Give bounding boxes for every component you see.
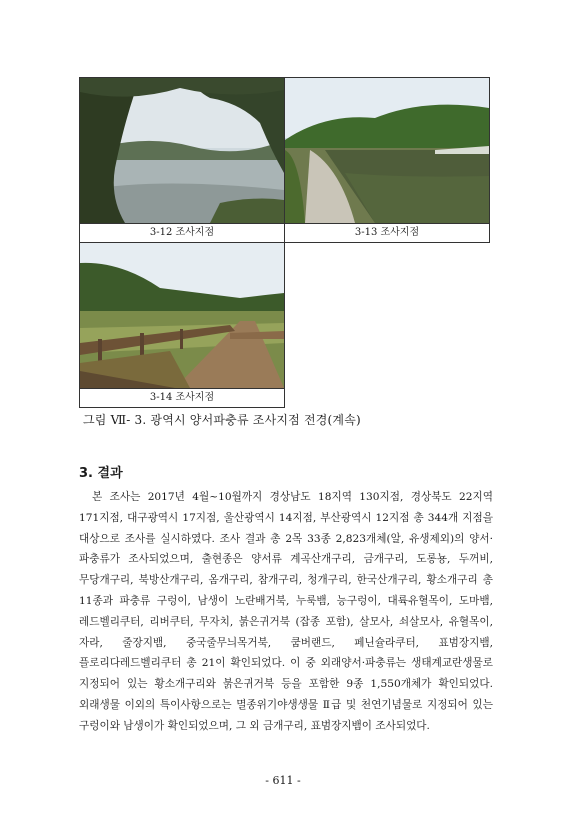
- photo-caption: 3-14 조사지점: [80, 388, 284, 407]
- figure-caption: 그림 Ⅶ- 3. 광역시 양서파충류 조사지점 전경(계속): [83, 413, 361, 427]
- photo-cell-3-14: [80, 243, 285, 408]
- boardwalk-photo-3-14: [80, 243, 284, 388]
- body-paragraph: 본 조사는 2017년 4월~10월까지 경상남도 18지역 130지점, 경상북도 22지역 171지점, 대구광역시 17지점, 울산광역시 14지점, 부산광역시 12지점 총 344개 지점을 대상으로 조사를 실시하였다. 조사 결과 총 2목 33종 2,823개체(알, 유생제외)의 양서·파충류가 조사되었으며, 출현종은 양서류 계곡산개구리, 금개구리, 도롱뇽, 두꺼비, 무당개구리, 북방산개구리, 옴개구리, 참개구리, 청개구리, 한국산개구리, 황소개구리 총 11종과 파충류 구렁이, 남생이 노란배거북, 누룩뱀, 능구렁이, 대륙유혈목이, 도마뱀, 레드벨리쿠터, 리버쿠터, 무자치, 붉은귀거북 (잡종 포함), 살모사, 쇠살모사, 유혈목이, 자라, 줄장지뱀, 중국줄무늬목거북, 쿰버랜드, 페닌슐라쿠터, 표범장지뱀, 플로리다레드벨리쿠터 총 21이 확인되었다. 이 중 외래양서·파충류는 생태계교란생물로 지정되어 있는 황소개구리와 붉은귀거북 등을 포함한 9종 1,550개체가 확인되었다. 외래생물 이외의 특이사항으로는 멸종위기야생생물 Ⅱ급 및 천연기념물로 지정되어 있는 구렁이와 남생이가 확인되었으며, 그 외 금개구리, 표범장지뱀이 조사되었다.: [79, 491, 493, 732]
- lake-photo-3-12: [80, 78, 284, 223]
- photo-cell-3-12: [80, 78, 285, 243]
- photo-cell-3-13: [285, 78, 490, 243]
- page-number: - 611 -: [265, 774, 301, 787]
- photo-caption: 3-12 조사지점: [80, 223, 284, 242]
- section-title: 3. 결과: [79, 466, 123, 481]
- photo-grid: [79, 77, 490, 408]
- pond-photo-3-13: [285, 78, 489, 223]
- empty-cell: [285, 243, 490, 408]
- photo-caption: 3-13 조사지점: [285, 223, 489, 242]
